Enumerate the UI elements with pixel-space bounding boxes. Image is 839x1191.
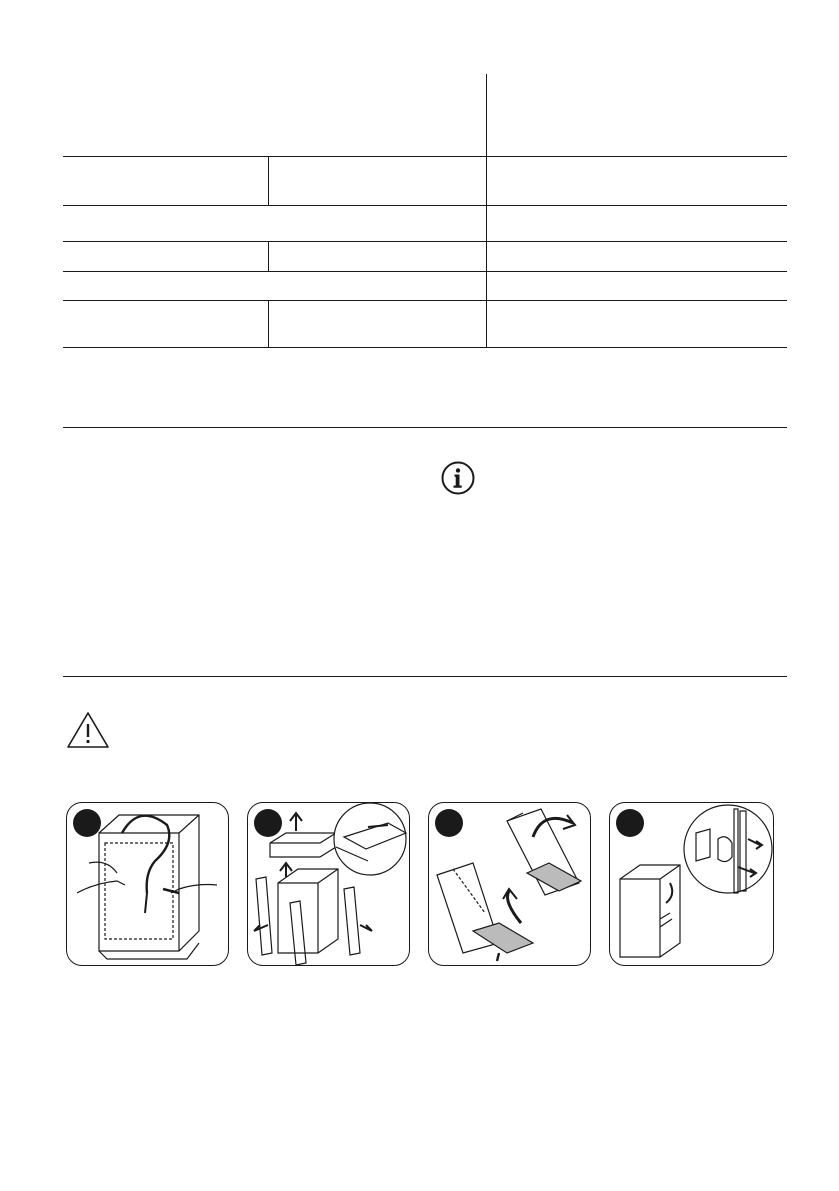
- table-rule: [63, 347, 787, 348]
- section-rule: [63, 427, 787, 428]
- step-panel-2: [247, 802, 410, 966]
- step-panel-3: [428, 802, 591, 966]
- step-badge-4: [616, 809, 644, 837]
- step-badge-2: [254, 809, 282, 837]
- section-rule: [63, 676, 787, 677]
- table-rule: [63, 205, 787, 206]
- step-badge-1: [73, 809, 101, 837]
- table-vertical-divider-left: [268, 242, 269, 271]
- table-vertical-divider-left: [268, 157, 269, 205]
- step-badge-3: [435, 809, 463, 837]
- table-rule: [63, 271, 787, 272]
- warning-icon: [66, 711, 110, 749]
- step-panel-4: [609, 802, 774, 966]
- table-rule: [63, 156, 787, 157]
- table-rule: [63, 300, 787, 301]
- table-rule: [63, 241, 787, 242]
- table-vertical-divider-right: [486, 74, 487, 348]
- info-icon: [441, 461, 475, 495]
- table-vertical-divider-left: [268, 301, 269, 347]
- step-panel-1: [66, 802, 229, 966]
